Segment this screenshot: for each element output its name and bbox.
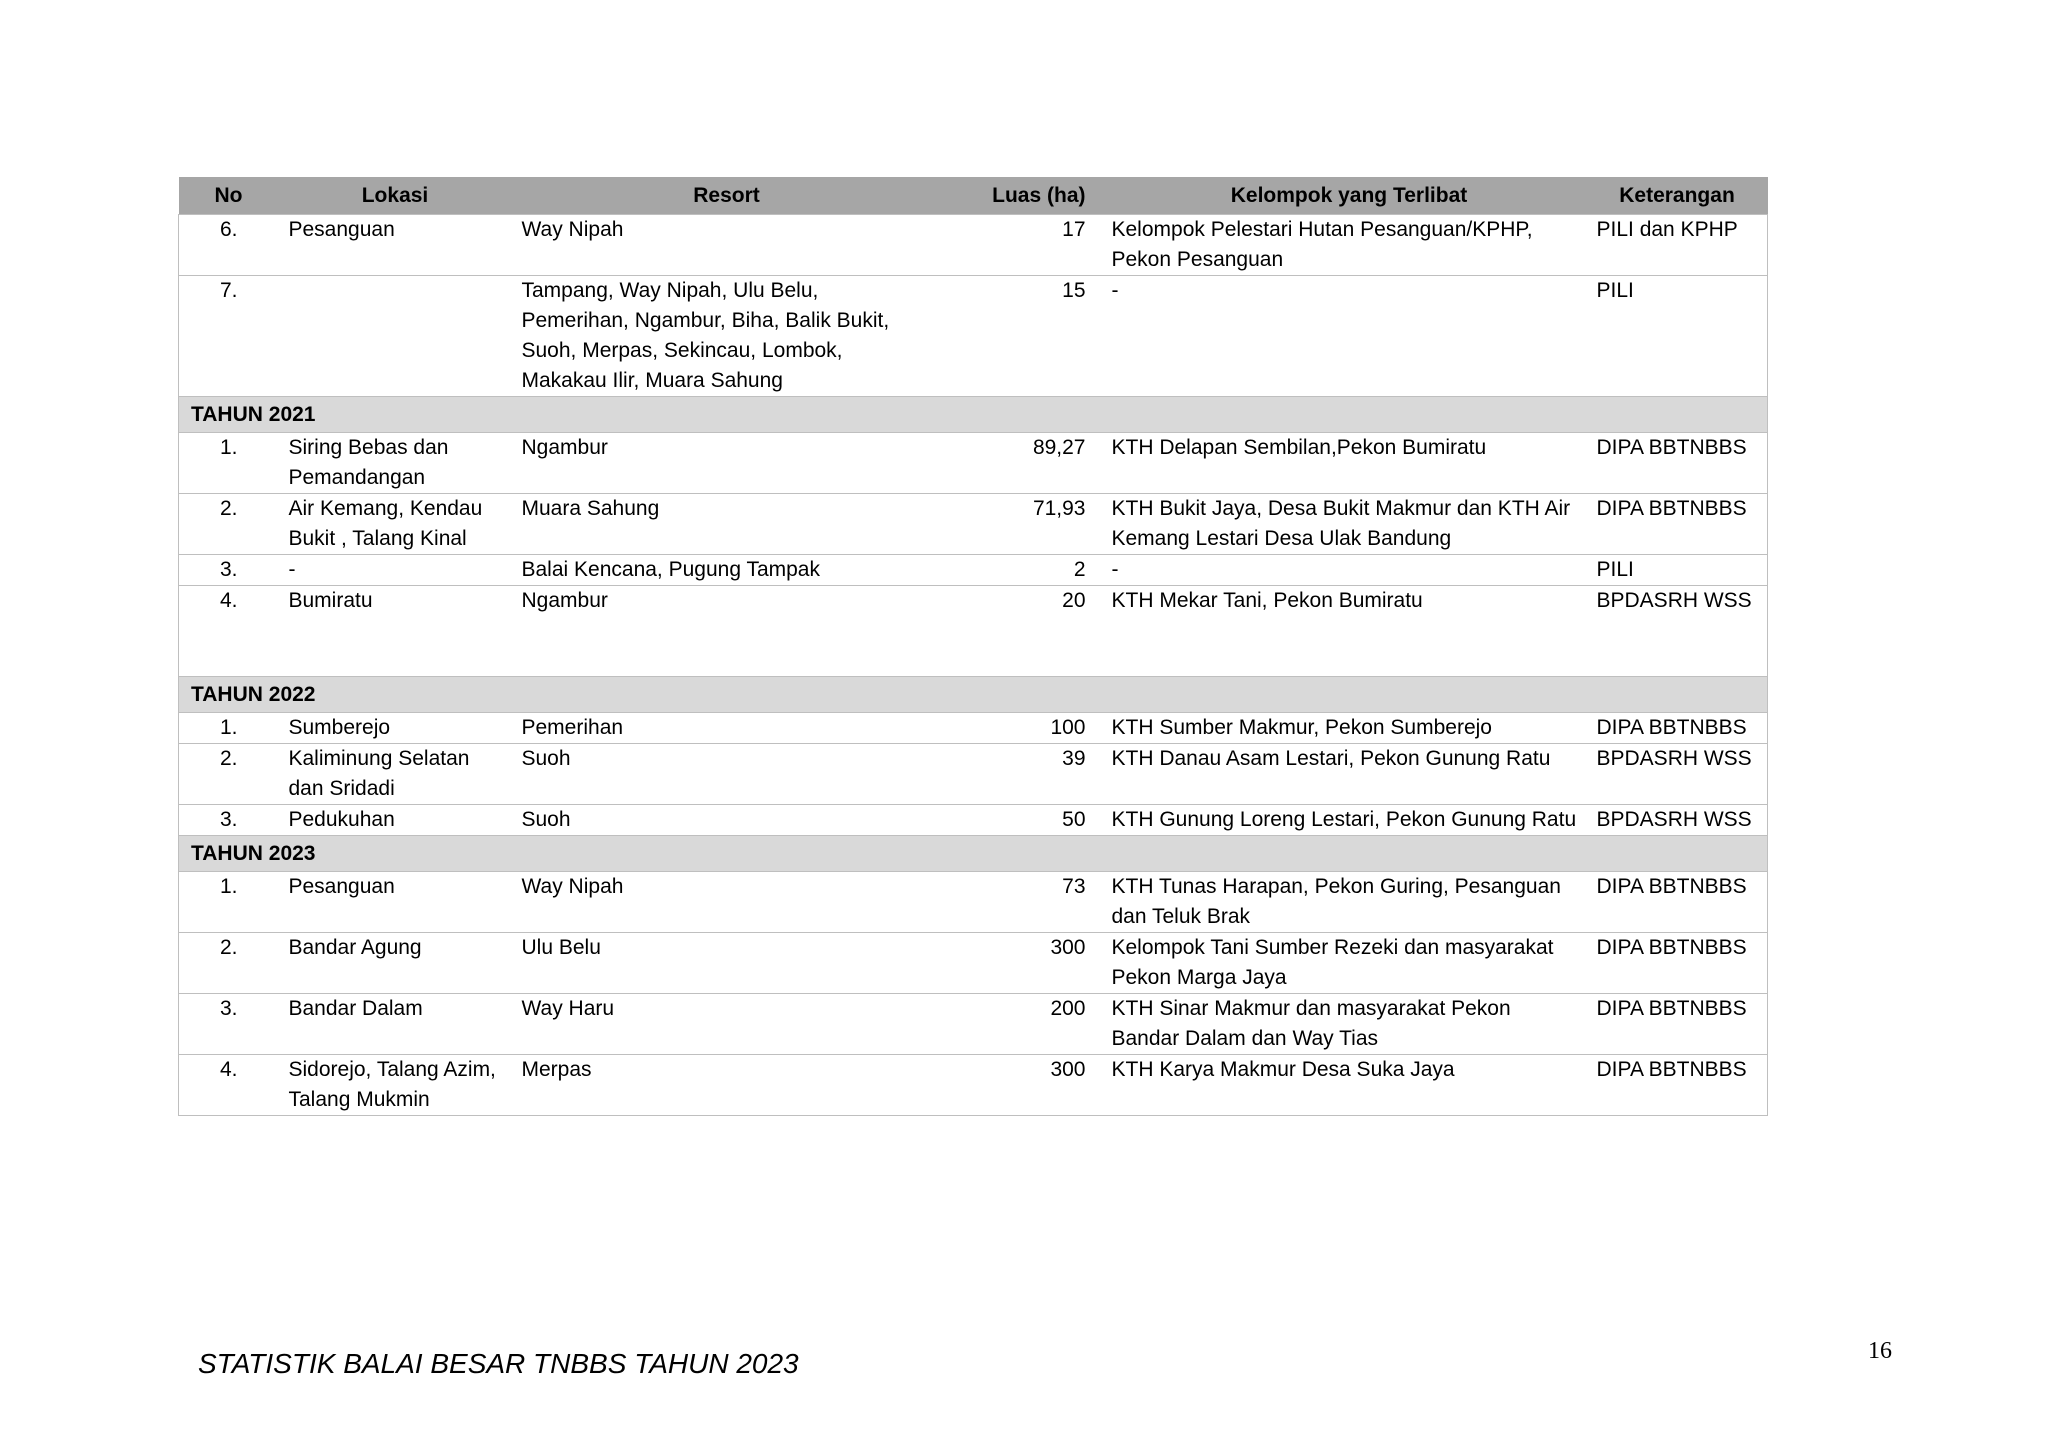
cell-keterangan: DIPA BBTNBBS xyxy=(1587,1055,1768,1116)
table-row xyxy=(179,744,1768,805)
cell-kelompok: Kelompok Pelestari Hutan Pesanguan/KPHP, Pekon Pesanguan xyxy=(1112,215,1587,276)
table-row xyxy=(179,805,1768,836)
cell-luas: 300 xyxy=(942,1055,1112,1116)
cell-no: 1. xyxy=(179,713,279,744)
cell-kelompok: KTH Sinar Makmur dan masyarakat Pekon Bandar Dalam dan Way Tias xyxy=(1112,994,1587,1055)
table-header xyxy=(179,177,1768,215)
header-resort: Resort xyxy=(512,177,942,215)
page-number: 16 xyxy=(1868,1338,1892,1364)
cell-no: 4. xyxy=(179,586,279,677)
cell-luas: 2 xyxy=(942,555,1112,586)
table-row xyxy=(179,872,1768,933)
cell-luas: 200 xyxy=(942,994,1112,1055)
table-row xyxy=(179,215,1768,276)
header-keterangan: Keterangan xyxy=(1587,177,1768,215)
cell-luas: 20 xyxy=(942,586,1112,677)
cell-lokasi: Pedukuhan xyxy=(279,805,512,836)
cell-resort: Tampang, Way Nipah, Ulu Belu, Pemerihan, Ngambur, Biha, Balik Bukit, Suoh, Merpas, Sekincau, Lombok, Makakau Ilir, Muara Sahung xyxy=(512,276,942,397)
cell-no: 3. xyxy=(179,805,279,836)
table-row xyxy=(179,1055,1768,1116)
cell-kelompok: KTH Tunas Harapan, Pekon Guring, Pesanguan dan Teluk Brak xyxy=(1112,872,1587,933)
cell-lokasi: Bandar Agung xyxy=(279,933,512,994)
footer-title: STATISTIK BALAI BESAR TNBBS TAHUN 2023 xyxy=(198,1348,799,1379)
cell-resort: Way Haru xyxy=(512,994,942,1055)
header-no: No xyxy=(179,177,279,215)
table-row xyxy=(179,555,1768,586)
year-section-row xyxy=(179,677,1768,713)
cell-keterangan: DIPA BBTNBBS xyxy=(1587,494,1768,555)
cell-lokasi: - xyxy=(279,555,512,586)
cell-keterangan: DIPA BBTNBBS xyxy=(1587,713,1768,744)
cell-lokasi: Sumberejo xyxy=(279,713,512,744)
cell-no: 4. xyxy=(179,1055,279,1116)
cell-resort: Ngambur xyxy=(512,433,942,494)
cell-kelompok: KTH Gunung Loreng Lestari, Pekon Gunung Ratu xyxy=(1112,805,1587,836)
table-row xyxy=(179,433,1768,494)
cell-no: 1. xyxy=(179,433,279,494)
cell-resort: Ngambur xyxy=(512,586,942,677)
cell-keterangan: BPDASRH WSS xyxy=(1587,805,1768,836)
cell-luas: 15 xyxy=(942,276,1112,397)
cell-no: 7. xyxy=(179,276,279,397)
cell-no: 6. xyxy=(179,215,279,276)
cell-luas: 50 xyxy=(942,805,1112,836)
cell-no: 2. xyxy=(179,494,279,555)
cell-resort: Suoh xyxy=(512,805,942,836)
cell-no: 2. xyxy=(179,933,279,994)
table-row xyxy=(179,933,1768,994)
cell-resort: Suoh xyxy=(512,744,942,805)
cell-luas: 71,93 xyxy=(942,494,1112,555)
table-row xyxy=(179,586,1768,677)
cell-lokasi: Sidorejo, Talang Azim, Talang Mukmin xyxy=(279,1055,512,1116)
data-table xyxy=(178,177,1768,1116)
header-row xyxy=(179,177,1768,215)
year-section-row xyxy=(179,397,1768,433)
cell-kelompok: Kelompok Tani Sumber Rezeki dan masyarakat Pekon Marga Jaya xyxy=(1112,933,1587,994)
cell-kelompok: KTH Delapan Sembilan,Pekon Bumiratu xyxy=(1112,433,1587,494)
year-label: TAHUN 2022 xyxy=(179,677,1768,713)
cell-resort: Balai Kencana, Pugung Tampak xyxy=(512,555,942,586)
cell-keterangan: PILI xyxy=(1587,555,1768,586)
header-kelompok: Kelompok yang Terlibat xyxy=(1112,177,1587,215)
cell-kelompok: KTH Danau Asam Lestari, Pekon Gunung Ratu xyxy=(1112,744,1587,805)
year-label: TAHUN 2023 xyxy=(179,836,1768,872)
cell-kelompok: KTH Bukit Jaya, Desa Bukit Makmur dan KTH Air Kemang Lestari Desa Ulak Bandung xyxy=(1112,494,1587,555)
cell-kelompok: - xyxy=(1112,276,1587,397)
header-luas: Luas (ha) xyxy=(942,177,1112,215)
cell-kelompok: KTH Karya Makmur Desa Suka Jaya xyxy=(1112,1055,1587,1116)
cell-keterangan: PILI xyxy=(1587,276,1768,397)
cell-no: 2. xyxy=(179,744,279,805)
cell-keterangan: BPDASRH WSS xyxy=(1587,744,1768,805)
cell-no: 3. xyxy=(179,555,279,586)
year-section-row xyxy=(179,836,1768,872)
table-body xyxy=(179,215,1768,1116)
table-row xyxy=(179,276,1768,397)
cell-luas: 17 xyxy=(942,215,1112,276)
cell-no: 3. xyxy=(179,994,279,1055)
cell-kelompok: KTH Mekar Tani, Pekon Bumiratu xyxy=(1112,586,1587,677)
cell-lokasi: Siring Bebas dan Pemandangan xyxy=(279,433,512,494)
cell-lokasi: Bumiratu xyxy=(279,586,512,677)
table-row xyxy=(179,494,1768,555)
cell-keterangan: DIPA BBTNBBS xyxy=(1587,994,1768,1055)
cell-lokasi: Air Kemang, Kendau Bukit , Talang Kinal xyxy=(279,494,512,555)
cell-luas: 39 xyxy=(942,744,1112,805)
cell-luas: 300 xyxy=(942,933,1112,994)
cell-resort: Pemerihan xyxy=(512,713,942,744)
cell-luas: 100 xyxy=(942,713,1112,744)
cell-no: 1. xyxy=(179,872,279,933)
cell-luas: 73 xyxy=(942,872,1112,933)
cell-lokasi: Kaliminung Selatan dan Sridadi xyxy=(279,744,512,805)
year-label: TAHUN 2021 xyxy=(179,397,1768,433)
table-row xyxy=(179,713,1768,744)
cell-lokasi: Bandar Dalam xyxy=(279,994,512,1055)
cell-resort: Way Nipah xyxy=(512,872,942,933)
cell-kelompok: - xyxy=(1112,555,1587,586)
cell-lokasi xyxy=(279,276,512,397)
cell-resort: Merpas xyxy=(512,1055,942,1116)
cell-lokasi: Pesanguan xyxy=(279,872,512,933)
cell-luas: 89,27 xyxy=(942,433,1112,494)
cell-kelompok: KTH Sumber Makmur, Pekon Sumberejo xyxy=(1112,713,1587,744)
cell-keterangan: BPDASRH WSS xyxy=(1587,586,1768,677)
header-lokasi: Lokasi xyxy=(279,177,512,215)
cell-keterangan: DIPA BBTNBBS xyxy=(1587,433,1768,494)
cell-resort: Way Nipah xyxy=(512,215,942,276)
cell-resort: Muara Sahung xyxy=(512,494,942,555)
table-row xyxy=(179,994,1768,1055)
cell-keterangan: PILI dan KPHP xyxy=(1587,215,1768,276)
cell-keterangan: DIPA BBTNBBS xyxy=(1587,872,1768,933)
cell-resort: Ulu Belu xyxy=(512,933,942,994)
cell-lokasi: Pesanguan xyxy=(279,215,512,276)
cell-keterangan: DIPA BBTNBBS xyxy=(1587,933,1768,994)
